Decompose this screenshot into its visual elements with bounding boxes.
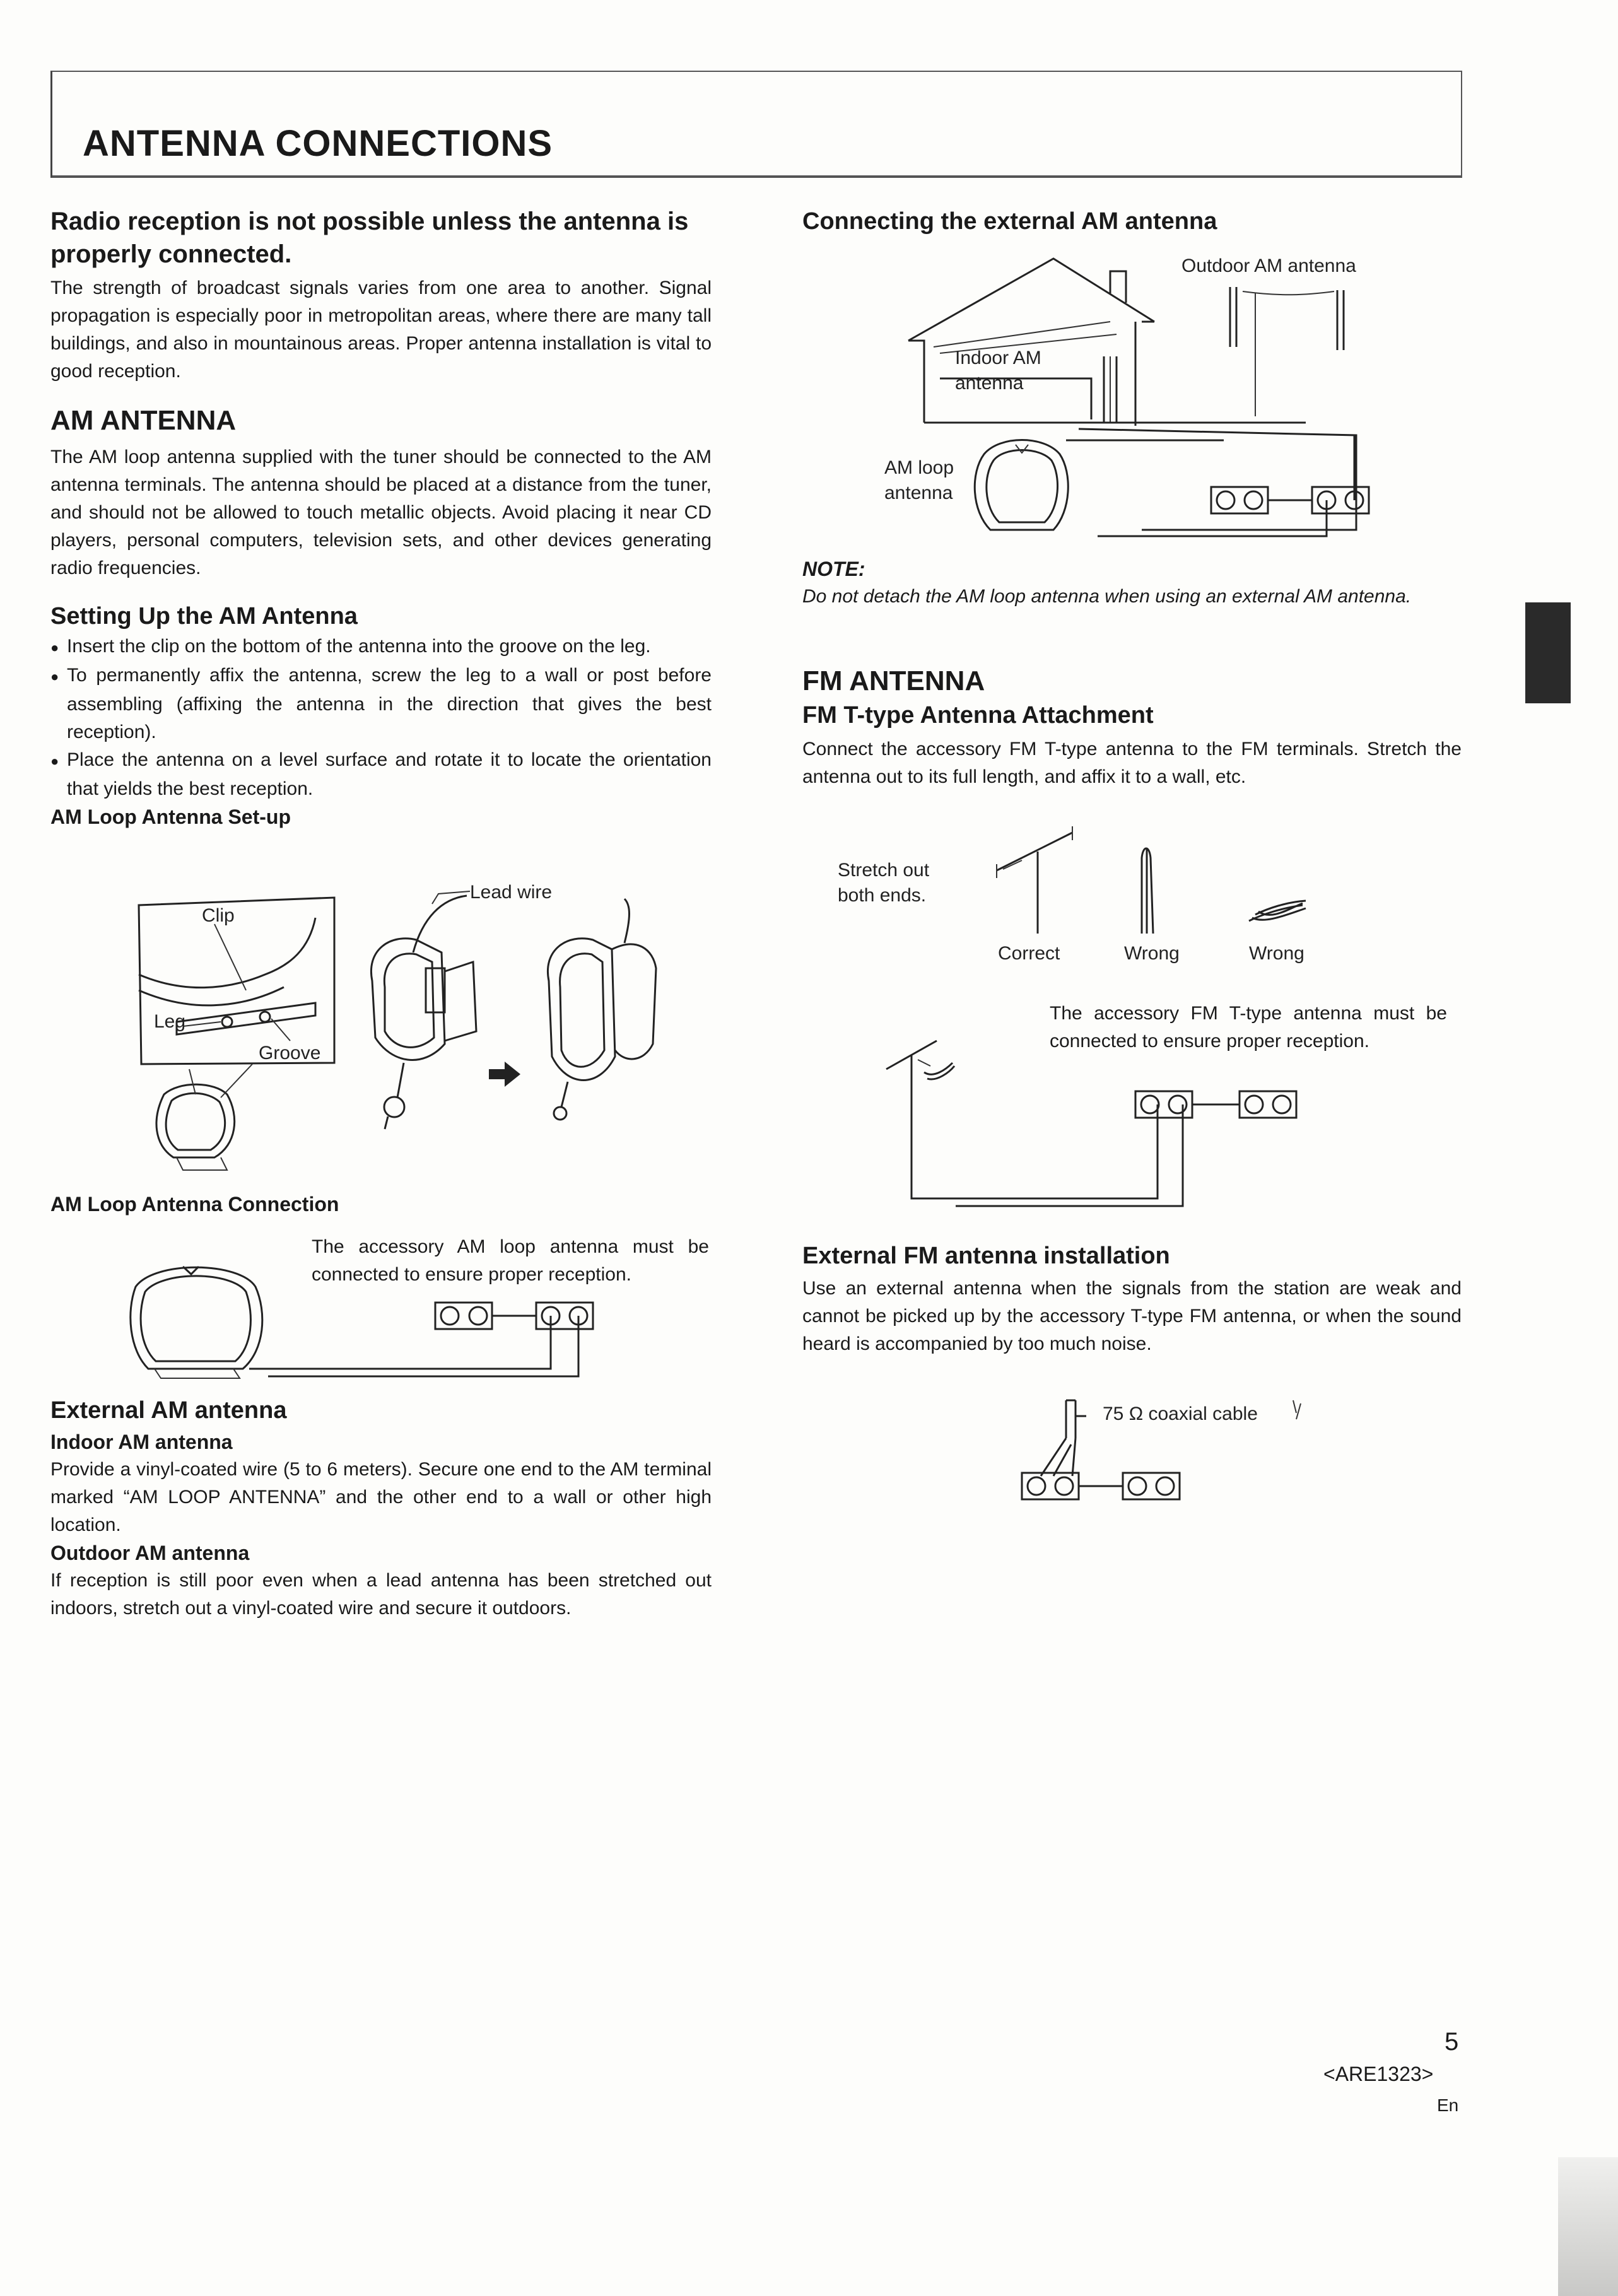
intro-heading: Radio reception is not possible unless the antenna is properly connected. [50, 208, 689, 268]
page-number: 5 [1445, 2028, 1459, 2056]
note-text: Do not detach the AM loop antenna when using an external AM antenna. [802, 586, 1412, 607]
conn-subheading: AM Loop Antenna Connection [50, 1193, 339, 1215]
indoor-subheading: Indoor AM antenna [50, 1431, 233, 1453]
ext-fm-heading: External FM antenna installation [802, 1243, 1170, 1269]
conn-text: The accessory AM loop antenna must be connected to ensure proper reception. [312, 1236, 709, 1285]
setup-heading: Setting Up the AM Antenna [50, 603, 358, 630]
left-column [50, 205, 712, 831]
fm-text: Connect the accessory FM T-type antenna to the FM terminals. Stretch the antenna out to its full length, and affix it to a wall, etc. [802, 739, 1462, 787]
setup-subheading: AM Loop Antenna Set-up [50, 805, 291, 828]
ext-am-conn-heading: Connecting the external AM antenna [802, 208, 1217, 235]
wrong-label-1: Wrong [1124, 943, 1180, 964]
note-section [802, 555, 1462, 611]
stretch-label-1: Stretch out [838, 860, 930, 881]
outdoor-label: Outdoor AM antenna [1181, 255, 1356, 276]
section-tab [1525, 602, 1571, 703]
am-antenna-heading: AM ANTENNA [50, 405, 237, 436]
outdoor-text: If reception is still poor even when a lead antenna has been stretched out indoors, stretch out a vinyl-coated wire and secure it outdoors. [50, 1570, 712, 1619]
page-edge-shadow [1558, 2157, 1618, 2296]
bullet-icon: ● [50, 669, 59, 684]
stretch-label-2: both ends. [838, 885, 927, 906]
clip-label: Clip [202, 905, 235, 926]
bullet-icon: ● [50, 753, 59, 769]
fm-t-antenna-variants [984, 820, 1337, 946]
ext-fm-text: Use an external antenna when the signals from the station are weak and cannot be picked up by the accessory T-type FM antenna, or when the sound heard is accompanied by too much noise. [802, 1278, 1462, 1354]
bullet-item: ● Insert the clip on the bottom of the antenna into the groove on the leg. [50, 633, 712, 662]
title-box [50, 71, 1462, 178]
groove-label: Groove [259, 1043, 321, 1063]
ext-am-section [50, 1394, 712, 1622]
intro-text: The strength of broadcast signals varies from one area to another. Signal propagation is especially poor in metropolitan areas, where there are many tall buildings, and also in mountainous areas. Proper antenna installation is vital to good reception. [50, 278, 712, 382]
correct-label: Correct [998, 943, 1060, 964]
fm-subheading: FM T-type Antenna Attachment [802, 702, 1154, 729]
coax-label: 75 Ω coaxial cable [1103, 1403, 1258, 1424]
fm-connection-drawing [880, 1009, 1309, 1211]
outdoor-subheading: Outdoor AM antenna [50, 1542, 250, 1564]
am-antenna-text: The AM loop antenna supplied with the tuner should be connected to the AM antenna terminals. The antenna should be placed at a distance from the tuner, and should not be allowed to touch metallic objects. Avoid placing it near CD players, personal computers, television sets, and other devices generating radio frequencies. [50, 447, 712, 578]
wrong-label-2: Wrong [1249, 943, 1304, 964]
loop-label-1: AM loop [884, 457, 954, 478]
fm-conn-text: The accessory FM T-type antenna must be connected to ensure proper reception. [1050, 1003, 1447, 1051]
title-underline [52, 175, 1461, 177]
indoor-label-1: Indoor AM [955, 348, 1041, 368]
ext-fm-section [802, 1239, 1462, 1358]
house-diagram [902, 252, 1381, 555]
setup-bullets [50, 633, 712, 803]
ext-am-heading: External AM antenna [50, 1397, 287, 1424]
fm-section [802, 664, 1462, 791]
page-title: ANTENNA CONNECTIONS [83, 123, 553, 164]
lead-wire-pointer [429, 886, 473, 905]
leg-label: Leg [154, 1011, 186, 1032]
loop-label-2: antenna [884, 483, 953, 503]
bullet-item: ● To permanently affix the antenna, screw the leg to a wall or post before assembling (affixing the antenna in the direction that gives the best reception). [50, 662, 712, 746]
am-connection-drawing [123, 1255, 602, 1381]
lead-wire-label: Lead wire [470, 882, 553, 903]
document-code: <ARE1323> [1323, 2063, 1434, 2085]
note-label: NOTE: [802, 558, 865, 580]
language-code: En [1437, 2095, 1459, 2115]
bullet-item: ● Place the antenna on a level surface and rotate it to locate the orientation that yields the best reception. [50, 746, 712, 803]
indoor-text: Provide a vinyl-coated wire (5 to 6 meters). Secure one end to the AM terminal marked “AM LOOP ANTENNA” and the other end to a wall or other high location. [50, 1459, 712, 1535]
indoor-label-2: antenna [955, 373, 1024, 394]
bullet-icon: ● [50, 640, 59, 655]
fm-heading: FM ANTENNA [802, 665, 985, 696]
